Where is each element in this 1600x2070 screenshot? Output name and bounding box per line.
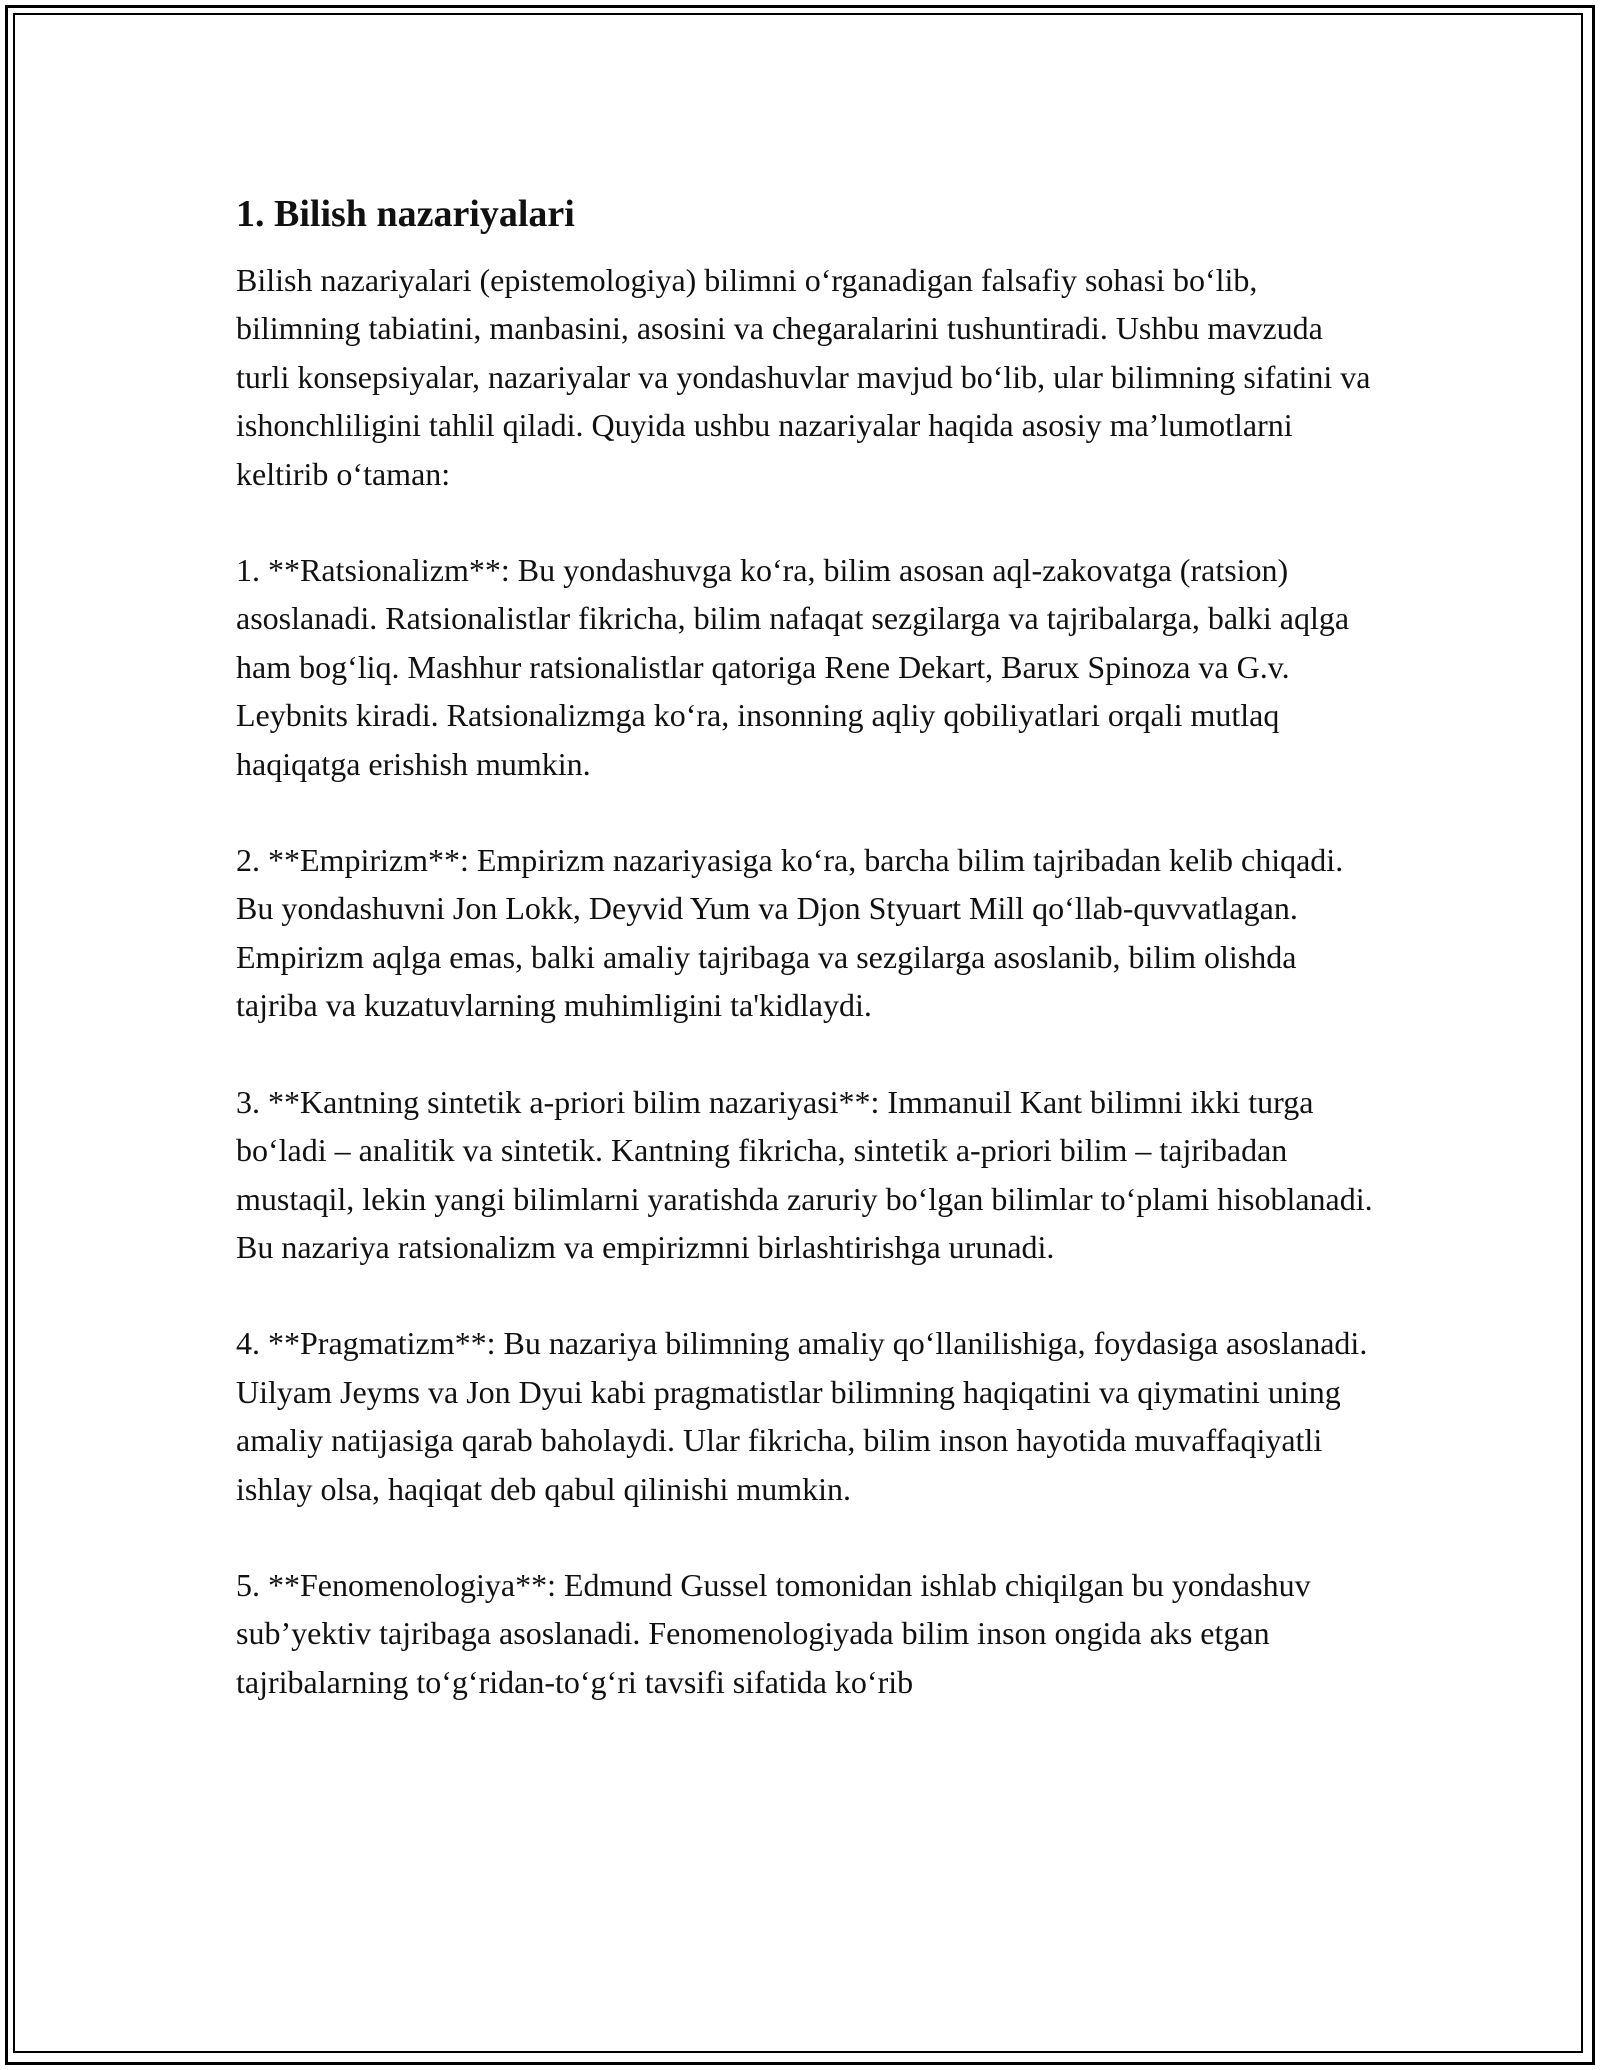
paragraph-ratsionalizm: 1. **Ratsionalizm**: Bu yondashuvga ko‘ra, bilim asosan aql-zakovatga (ratsion) asoslanadi. Ratsionalistlar fikricha, bilim nafaqat sezgilarga va tajribalarga, balki aqlga ham bog‘liq. Mashhur ratsionalistlar qatoriga Rene Dekart, Barux Spinoza va G.v. Leybnits kiradi. Ratsionalizmga ko‘ra, insonning aqliy qobiliyatlari orqali mutlaq haqiqatga erishish mumkin. xyxy=(236,552,1350,782)
section-heading: 1. Bilish nazariyalari xyxy=(236,193,575,235)
paragraph-fenomenologiya: 5. **Fenomenologiya**: Edmund Gussel tomonidan ishlab chiqilgan bu yondashuv sub’yektiv tajribaga asoslanadi. Fenomenologiyada bilim inson ongida aks etgan tajribalarning to‘g‘ridan-to‘g‘ri tavsifi sifatida ko‘rib xyxy=(236,1566,1311,1700)
paragraph-kant: 3. **Kantning sintetik a-priori bilim nazariyasi**: Immanuil Kant bilimni ikki turga bo‘ladi – analitik va sintetik. Kantning fikricha, sintetik a-priori bilim – tajribadan mustaqil, lekin yangi bilimlarni yaratishda zaruriy bo‘lgan bilimlar to‘plami hisoblanadi. Bu nazariya ratsionalizm va empirizmni birlashtirishga urunadi. xyxy=(236,1083,1373,1265)
paragraph-empirizm: 2. **Empirizm**: Empirizm nazariyasiga ko‘ra, barcha bilim tajribadan kelib chiqadi. Bu yondashuvni Jon Lokk, Deyvid Yum va Djon Styuart Mill qo‘llab-quvvatlagan. Empirizm aqlga emas, balki amaliy tajribaga va sezgilarga asoslanib, bilim olishda tajriba va kuzatuvlarning muhimligini ta'kidlaydi. xyxy=(236,842,1344,1024)
paragraph-pragmatizm: 4. **Pragmatizm**: Bu nazariya bilimning amaliy qo‘llanilishiga, foydasiga asoslanadi. Uilyam Jeyms va Jon Dyui kabi pragmatistlar bilimning haqiqatini va qiymatini uning amaliy natijasiga qarab baholaydi. Ular fikricha, bilim inson hayotida muvaffaqiyatli ishlay olsa, haqiqat deb qabul qilinishi mumkin. xyxy=(236,1325,1368,1507)
document-body xyxy=(236,186,1376,1706)
paragraph-intro: Bilish nazariyalari (epistemologiya) bilimni o‘rganadigan falsafiy sohasi bo‘lib, bilimning tabiatini, manbasini, asosini va chegaralarini tushuntiradi. Ushbu mavzuda turli konsepsiyalar, nazariyalar va yondashuvlar mavjud bo‘lib, ular bilimning sifatini va ishonchliligini tahlil qiladi. Quyida ushbu nazariyalar haqida asosiy ma’lumotlarni keltirib o‘taman: xyxy=(236,262,1371,492)
